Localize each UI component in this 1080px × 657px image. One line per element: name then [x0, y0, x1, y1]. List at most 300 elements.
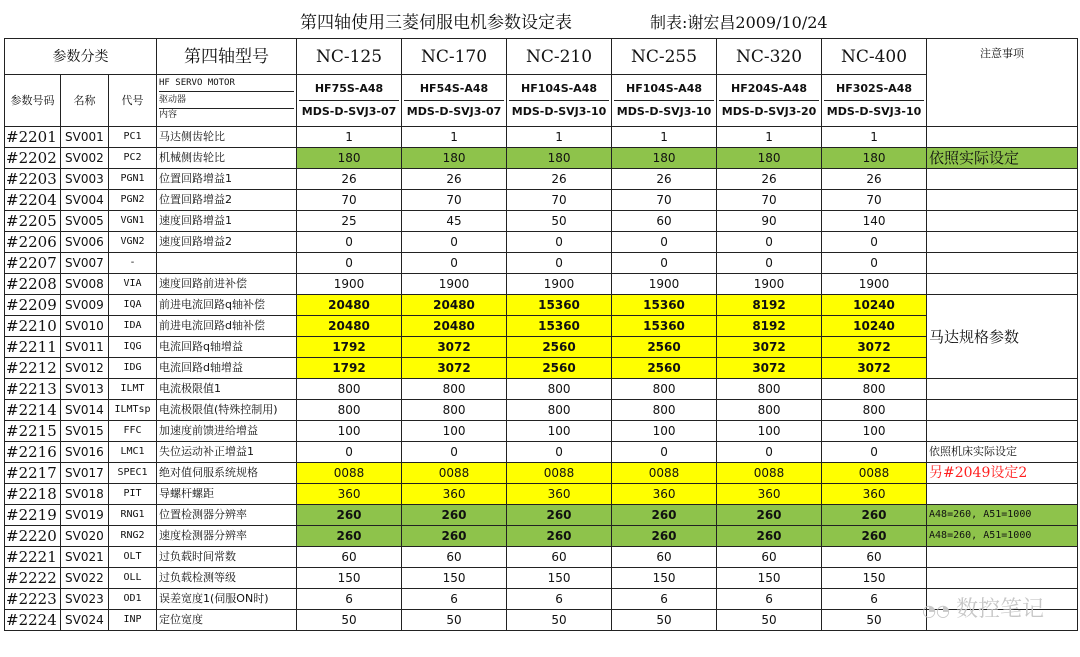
param-value: 1 — [612, 127, 717, 148]
param-value: 15360 — [612, 316, 717, 337]
param-value: 70 — [717, 190, 822, 211]
param-description: 导螺杆螺距 — [157, 484, 297, 505]
param-code: OD1 — [109, 589, 157, 610]
header-nc-5: NC-320 — [717, 39, 822, 75]
param-code: OLL — [109, 568, 157, 589]
param-value: 800 — [507, 400, 612, 421]
note-cell — [927, 568, 1078, 589]
motor-6: HF302S-A48 — [824, 78, 924, 101]
param-value: 1 — [402, 127, 507, 148]
param-value: 26 — [402, 169, 507, 190]
param-value: 0 — [717, 232, 822, 253]
param-value: 50 — [507, 610, 612, 631]
param-value: 3072 — [402, 358, 507, 379]
param-description — [157, 253, 297, 274]
param-value: 150 — [402, 568, 507, 589]
param-value: 0 — [717, 442, 822, 463]
driver-3: MDS-D-SVJ3-10 — [511, 105, 607, 118]
note-cell — [927, 379, 1078, 400]
param-value: 50 — [717, 610, 822, 631]
header-nc-4: NC-255 — [612, 39, 717, 75]
table-row — [5, 337, 1078, 358]
param-code: PC1 — [109, 127, 157, 148]
param-value: 360 — [297, 484, 402, 505]
param-description: 过负载检测等级 — [157, 568, 297, 589]
param-value: 2560 — [507, 358, 612, 379]
param-description: 电流回路d轴增益 — [157, 358, 297, 379]
motor-4: HF104S-A48 — [614, 78, 714, 101]
param-value: 25 — [297, 211, 402, 232]
param-number: #2216 — [5, 442, 61, 463]
param-value: 1 — [507, 127, 612, 148]
param-number: #2212 — [5, 358, 61, 379]
header-param-no: 参数号码 — [5, 75, 61, 127]
param-number: #2203 — [5, 169, 61, 190]
param-value: 150 — [612, 568, 717, 589]
param-description: 速度回路增益1 — [157, 211, 297, 232]
table-row — [5, 232, 1078, 253]
param-value: 3072 — [822, 337, 927, 358]
param-value: 20480 — [297, 295, 402, 316]
param-value: 0 — [297, 253, 402, 274]
param-name: SV014 — [61, 400, 109, 421]
param-value: 60 — [612, 547, 717, 568]
param-value: 150 — [717, 568, 822, 589]
driver-4: MDS-D-SVJ3-10 — [616, 105, 712, 118]
param-number: #2201 — [5, 127, 61, 148]
note-cell: 马达规格参数 — [927, 295, 1078, 379]
param-value: 45 — [402, 211, 507, 232]
param-code: IDG — [109, 358, 157, 379]
header-model-6 — [822, 75, 927, 127]
param-name: SV015 — [61, 421, 109, 442]
note-cell: A48=260, A51=1000 — [927, 505, 1078, 526]
param-code: LMC1 — [109, 442, 157, 463]
param-code: RNG1 — [109, 505, 157, 526]
param-code: PGN2 — [109, 190, 157, 211]
driver-5: MDS-D-SVJ3-20 — [721, 105, 817, 118]
param-value: 50 — [402, 610, 507, 631]
param-code: IQG — [109, 337, 157, 358]
page-title: 第四轴使用三菱伺服电机参数设定表 — [300, 13, 572, 33]
param-value: 10240 — [822, 316, 927, 337]
note-cell — [927, 484, 1078, 505]
param-value: 70 — [612, 190, 717, 211]
note-cell — [927, 547, 1078, 568]
param-value: 26 — [822, 169, 927, 190]
param-name: SV011 — [61, 337, 109, 358]
param-value: 1 — [297, 127, 402, 148]
param-value: 90 — [717, 211, 822, 232]
param-value: 1792 — [297, 337, 402, 358]
param-number: #2206 — [5, 232, 61, 253]
param-value: 800 — [507, 379, 612, 400]
param-value: 70 — [507, 190, 612, 211]
param-value: 3072 — [402, 337, 507, 358]
header-nc-6: NC-400 — [822, 39, 927, 75]
driver-2: MDS-D-SVJ3-07 — [406, 105, 502, 118]
driver-6: MDS-D-SVJ3-10 — [826, 105, 922, 118]
param-description: 误差宽度1(伺服ON时) — [157, 589, 297, 610]
param-number: #2205 — [5, 211, 61, 232]
param-number: #2208 — [5, 274, 61, 295]
driver-1: MDS-D-SVJ3-07 — [301, 105, 397, 118]
header-nc-2: NC-170 — [402, 39, 507, 75]
table-row — [5, 484, 1078, 505]
param-code: PGN1 — [109, 169, 157, 190]
param-name: SV019 — [61, 505, 109, 526]
param-value: 180 — [717, 148, 822, 169]
param-value: 1900 — [297, 274, 402, 295]
param-name: SV021 — [61, 547, 109, 568]
param-description: 位置回路增益2 — [157, 190, 297, 211]
param-value: 800 — [822, 379, 927, 400]
note-cell: 依照机床实际设定 — [927, 442, 1078, 463]
header-category: 参数分类 — [5, 39, 157, 75]
table-row — [5, 379, 1078, 400]
param-value: 360 — [717, 484, 822, 505]
table-row — [5, 589, 1078, 610]
param-code: VGN1 — [109, 211, 157, 232]
param-value: 50 — [822, 610, 927, 631]
param-code: RNG2 — [109, 526, 157, 547]
param-value: 0 — [402, 232, 507, 253]
param-value: 260 — [822, 526, 927, 547]
param-description: 前进电流回路q轴补偿 — [157, 295, 297, 316]
header-nc-3: NC-210 — [507, 39, 612, 75]
param-description: 过负载时间常数 — [157, 547, 297, 568]
param-description: 加速度前馈进给增益 — [157, 421, 297, 442]
header-code: 代号 — [109, 75, 157, 127]
param-number: #2214 — [5, 400, 61, 421]
param-value: 260 — [822, 505, 927, 526]
note-cell — [927, 400, 1078, 421]
param-value: 260 — [612, 505, 717, 526]
param-value: 180 — [612, 148, 717, 169]
param-value: 260 — [507, 526, 612, 547]
motor-2: HF54S-A48 — [404, 78, 504, 101]
param-value: 1 — [822, 127, 927, 148]
param-description: 电流极限值(特殊控制用) — [157, 400, 297, 421]
param-value: 0 — [717, 253, 822, 274]
param-name: SV009 — [61, 295, 109, 316]
param-name: SV023 — [61, 589, 109, 610]
param-value: 3072 — [717, 337, 822, 358]
param-value: 60 — [297, 547, 402, 568]
header-model-4 — [612, 75, 717, 127]
param-code: VIA — [109, 274, 157, 295]
param-value: 60 — [507, 547, 612, 568]
param-value: 140 — [822, 211, 927, 232]
table-row — [5, 190, 1078, 211]
table-row — [5, 442, 1078, 463]
header-model-2 — [402, 75, 507, 127]
param-description: 速度回路前进补偿 — [157, 274, 297, 295]
param-number: #2207 — [5, 253, 61, 274]
header-motor-driver — [157, 75, 297, 127]
param-value: 2560 — [612, 337, 717, 358]
param-value: 50 — [297, 610, 402, 631]
param-value: 70 — [822, 190, 927, 211]
motor-5: HF204S-A48 — [719, 78, 819, 101]
header-notes: 注意事项 — [980, 47, 1025, 60]
param-number: #2215 — [5, 421, 61, 442]
param-number: #2218 — [5, 484, 61, 505]
param-description: 定位宽度 — [157, 610, 297, 631]
param-value: 6 — [402, 589, 507, 610]
param-code: ILMT — [109, 379, 157, 400]
param-value: 2560 — [612, 358, 717, 379]
note-cell — [927, 232, 1078, 253]
param-value: 800 — [402, 400, 507, 421]
header-model-1 — [297, 75, 402, 127]
header-name: 名称 — [61, 75, 109, 127]
param-description: 位置检测器分辨率 — [157, 505, 297, 526]
param-value: 800 — [402, 379, 507, 400]
param-value: 360 — [507, 484, 612, 505]
param-number: #2220 — [5, 526, 61, 547]
param-number: #2219 — [5, 505, 61, 526]
param-value: 1 — [717, 127, 822, 148]
param-value: 15360 — [507, 295, 612, 316]
param-value: 100 — [612, 421, 717, 442]
param-value: 0088 — [612, 463, 717, 484]
note-cell — [927, 421, 1078, 442]
motor-3: HF104S-A48 — [509, 78, 609, 101]
param-value: 260 — [717, 505, 822, 526]
param-value: 360 — [402, 484, 507, 505]
param-value: 0 — [507, 232, 612, 253]
param-value: 0088 — [402, 463, 507, 484]
table-row — [5, 400, 1078, 421]
param-code: PC2 — [109, 148, 157, 169]
param-value: 70 — [297, 190, 402, 211]
param-value: 26 — [507, 169, 612, 190]
param-description: 马达侧齿轮比 — [157, 127, 297, 148]
param-value: 8192 — [717, 295, 822, 316]
table-row — [5, 547, 1078, 568]
header-content-label: 内容 — [159, 108, 294, 121]
table-row — [5, 211, 1078, 232]
param-name: SV013 — [61, 379, 109, 400]
param-name: SV022 — [61, 568, 109, 589]
param-code: IQA — [109, 295, 157, 316]
param-value: 360 — [612, 484, 717, 505]
param-name: SV017 — [61, 463, 109, 484]
param-name: SV024 — [61, 610, 109, 631]
header-motor-label: HF SERVO MOTOR — [159, 75, 294, 92]
param-name: SV018 — [61, 484, 109, 505]
param-name: SV010 — [61, 316, 109, 337]
param-number: #2217 — [5, 463, 61, 484]
param-number: #2223 — [5, 589, 61, 610]
param-value: 50 — [612, 610, 717, 631]
param-number: #2209 — [5, 295, 61, 316]
param-name: SV002 — [61, 148, 109, 169]
param-value: 6 — [507, 589, 612, 610]
param-value: 0 — [612, 232, 717, 253]
param-value: 8192 — [717, 316, 822, 337]
header-notes-cell — [927, 39, 1078, 127]
param-code: OLT — [109, 547, 157, 568]
param-value: 180 — [402, 148, 507, 169]
note-cell — [927, 169, 1078, 190]
param-value: 0 — [402, 442, 507, 463]
param-value: 800 — [717, 379, 822, 400]
param-value: 26 — [612, 169, 717, 190]
param-value: 0088 — [297, 463, 402, 484]
param-value: 260 — [402, 526, 507, 547]
param-code: SPEC1 — [109, 463, 157, 484]
param-value: 0 — [297, 232, 402, 253]
header-driver-label: 驱动器 — [159, 95, 187, 105]
table-row — [5, 568, 1078, 589]
table-row — [5, 253, 1078, 274]
param-value: 150 — [507, 568, 612, 589]
param-value: 0088 — [507, 463, 612, 484]
param-value: 100 — [297, 421, 402, 442]
note-cell — [927, 253, 1078, 274]
param-number: #2204 — [5, 190, 61, 211]
param-value: 1900 — [402, 274, 507, 295]
param-value: 6 — [612, 589, 717, 610]
param-value: 100 — [507, 421, 612, 442]
param-value: 0 — [507, 442, 612, 463]
param-value: 15360 — [507, 316, 612, 337]
param-description: 速度回路增益2 — [157, 232, 297, 253]
table-row — [5, 295, 1078, 316]
param-name: SV020 — [61, 526, 109, 547]
param-description: 绝对值伺服系统规格 — [157, 463, 297, 484]
param-number: #2210 — [5, 316, 61, 337]
param-value: 1900 — [717, 274, 822, 295]
param-value: 26 — [297, 169, 402, 190]
header-nc-1: NC-125 — [297, 39, 402, 75]
param-value: 0 — [507, 253, 612, 274]
watermark-text: 数控笔记 — [955, 597, 1044, 622]
note-cell — [927, 190, 1078, 211]
param-value: 800 — [612, 379, 717, 400]
param-value: 0 — [822, 232, 927, 253]
param-value: 60 — [717, 547, 822, 568]
param-value: 360 — [822, 484, 927, 505]
param-value: 60 — [822, 547, 927, 568]
param-value: 0088 — [822, 463, 927, 484]
param-value: 260 — [297, 505, 402, 526]
table-row — [5, 526, 1078, 547]
header-model-3 — [507, 75, 612, 127]
param-code: INP — [109, 610, 157, 631]
param-value: 1900 — [612, 274, 717, 295]
note-cell: 依照实际设定 — [927, 148, 1078, 169]
param-value: 260 — [717, 526, 822, 547]
parameter-table — [4, 38, 1078, 631]
param-value: 10240 — [822, 295, 927, 316]
table-row — [5, 463, 1078, 484]
param-value: 1900 — [507, 274, 612, 295]
param-value: 800 — [297, 400, 402, 421]
param-number: #2213 — [5, 379, 61, 400]
note-cell: A48=260, A51=1000 — [927, 526, 1078, 547]
watermark — [922, 592, 1044, 623]
param-description: 速度检测器分辨率 — [157, 526, 297, 547]
table-row — [5, 316, 1078, 337]
param-name: SV007 — [61, 253, 109, 274]
param-code: ILMTsp — [109, 400, 157, 421]
param-name: SV001 — [61, 127, 109, 148]
param-value: 1792 — [297, 358, 402, 379]
header-model-5 — [717, 75, 822, 127]
param-code: PIT — [109, 484, 157, 505]
param-value: 0088 — [717, 463, 822, 484]
table-row — [5, 421, 1078, 442]
param-value: 180 — [507, 148, 612, 169]
param-value: 800 — [717, 400, 822, 421]
param-value: 100 — [822, 421, 927, 442]
param-number: #2202 — [5, 148, 61, 169]
param-value: 180 — [822, 148, 927, 169]
param-value: 100 — [402, 421, 507, 442]
param-value: 150 — [822, 568, 927, 589]
param-number: #2211 — [5, 337, 61, 358]
param-code: - — [109, 253, 157, 274]
table-row — [5, 505, 1078, 526]
param-value: 260 — [297, 526, 402, 547]
param-code: IDA — [109, 316, 157, 337]
param-value: 60 — [402, 547, 507, 568]
param-description: 失位运动补正增益1 — [157, 442, 297, 463]
param-description: 电流回路q轴增益 — [157, 337, 297, 358]
param-value: 1900 — [822, 274, 927, 295]
table-row — [5, 169, 1078, 190]
param-value: 260 — [507, 505, 612, 526]
header-axis-model: 第四轴型号 — [157, 39, 297, 75]
param-value: 6 — [717, 589, 822, 610]
param-value: 6 — [297, 589, 402, 610]
table-row — [5, 358, 1078, 379]
note-cell: 另#2049设定2 — [927, 463, 1078, 484]
param-value: 2560 — [507, 337, 612, 358]
param-value: 0 — [612, 442, 717, 463]
param-value: 0 — [612, 253, 717, 274]
table-row — [5, 148, 1078, 169]
param-code: VGN2 — [109, 232, 157, 253]
author-line: 制表:谢宏昌2009/10/24 — [650, 13, 828, 32]
param-value: 260 — [612, 526, 717, 547]
param-name: SV003 — [61, 169, 109, 190]
param-value: 0 — [297, 442, 402, 463]
param-name: SV008 — [61, 274, 109, 295]
param-number: #2221 — [5, 547, 61, 568]
note-cell — [927, 274, 1078, 295]
param-value: 0 — [822, 253, 927, 274]
param-value: 0 — [402, 253, 507, 274]
motor-1: HF75S-A48 — [299, 78, 399, 101]
param-number: #2222 — [5, 568, 61, 589]
param-value: 800 — [297, 379, 402, 400]
param-value: 800 — [822, 400, 927, 421]
param-number: #2224 — [5, 610, 61, 631]
param-value: 50 — [507, 211, 612, 232]
param-value: 70 — [402, 190, 507, 211]
param-value: 60 — [612, 211, 717, 232]
param-name: SV006 — [61, 232, 109, 253]
param-value: 20480 — [297, 316, 402, 337]
param-code: FFC — [109, 421, 157, 442]
param-value: 180 — [297, 148, 402, 169]
param-value: 20480 — [402, 295, 507, 316]
note-cell — [927, 127, 1078, 148]
